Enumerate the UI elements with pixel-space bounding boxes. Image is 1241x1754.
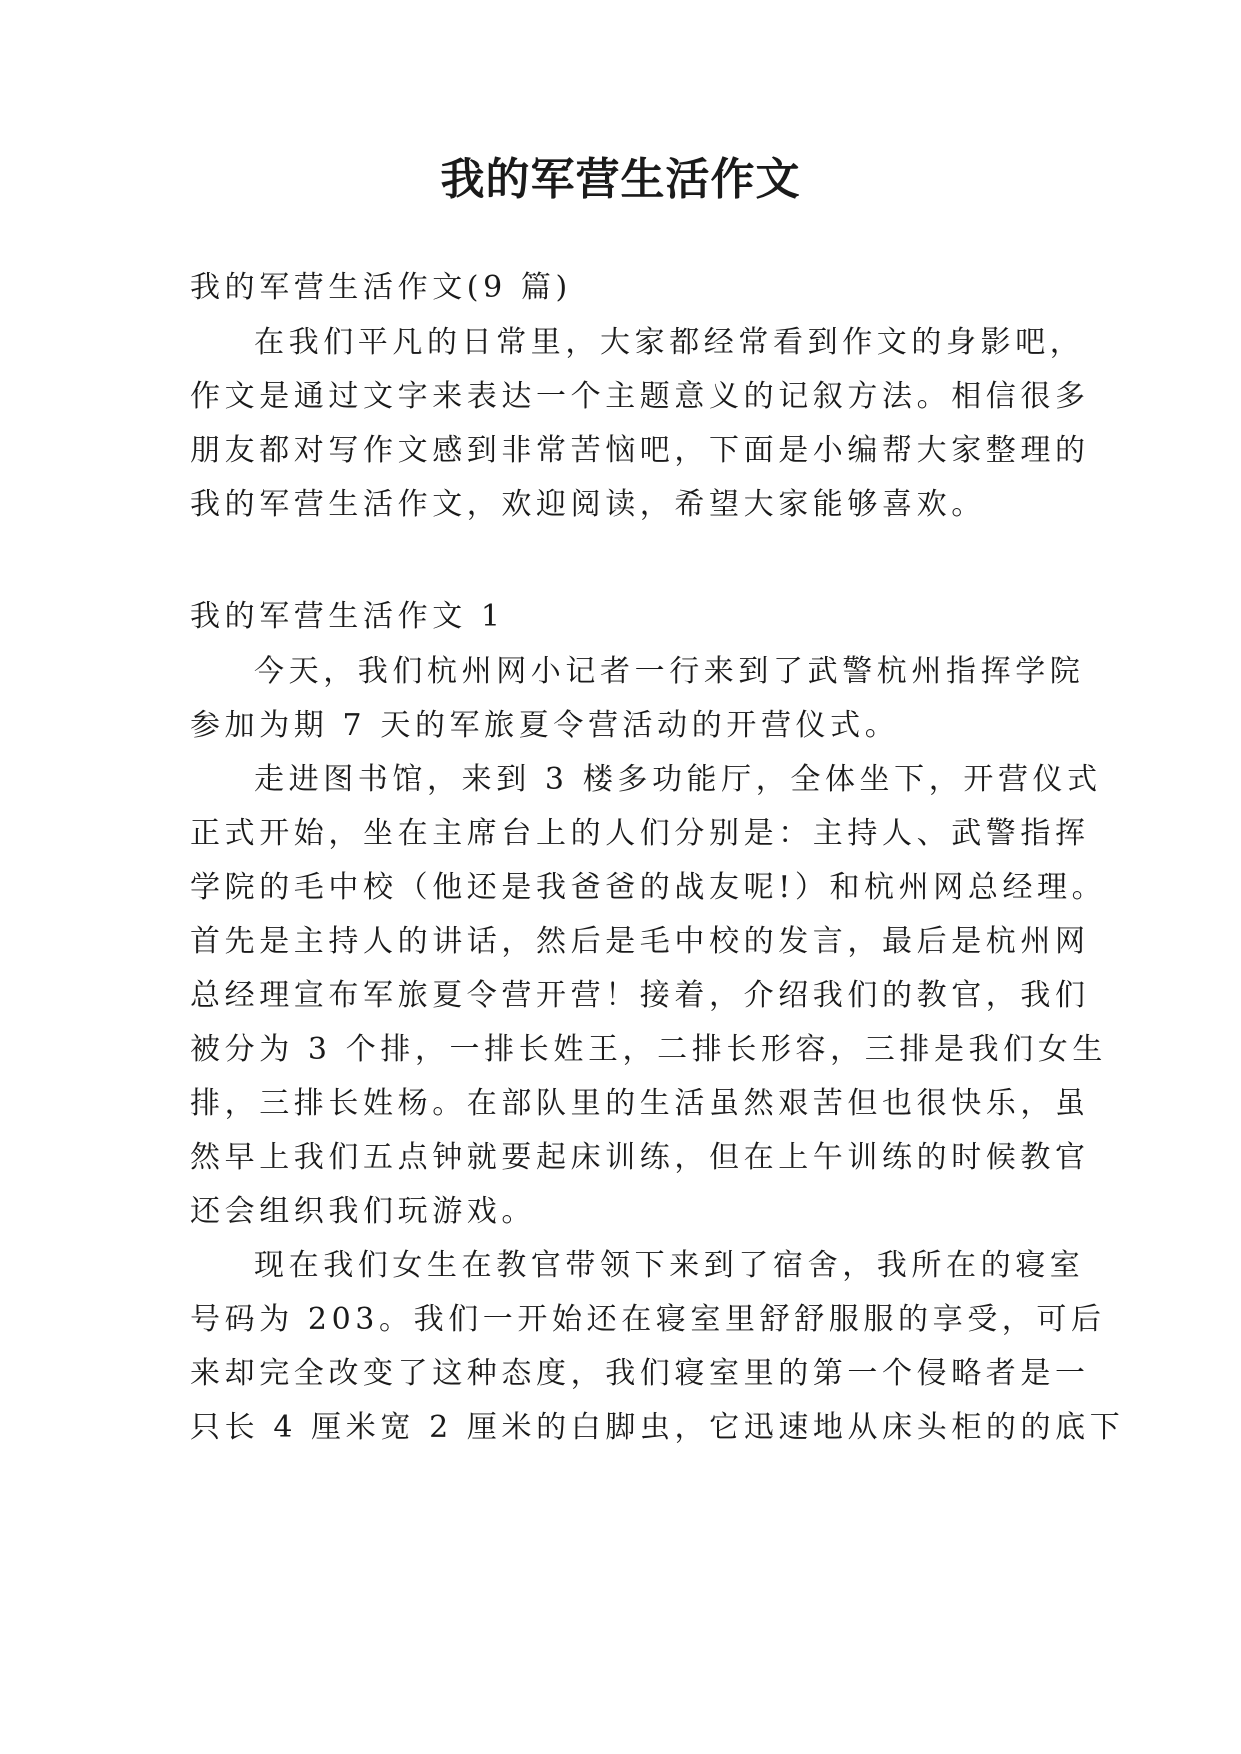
paragraph-line: 作文是通过文字来表达一个主题意义的记叙方法。相信很多 bbox=[190, 379, 1090, 414]
section-heading: 我的军营生活作文 1 bbox=[190, 599, 505, 634]
paragraph-line: 号码为 203。我们一开始还在寝室里舒舒服服的享受，可后 bbox=[190, 1302, 1106, 1337]
paragraph-line: 参加为期 7 天的军旅夏令营活动的开营仪式。 bbox=[190, 708, 900, 743]
paragraph-line: 还会组织我们玩游戏。 bbox=[190, 1194, 536, 1229]
paragraph-line: 被分为 3 个排，一排长姓王，二排长形容，三排是我们女生 bbox=[190, 1032, 1107, 1067]
paragraph-line: 现在我们女生在教官带领下来到了宿舍，我所在的寝室 bbox=[254, 1248, 1085, 1283]
page-title: 我的军营生活作文 bbox=[440, 154, 801, 205]
paragraph-line: 然早上我们五点钟就要起床训练，但在上午训练的时候教官 bbox=[190, 1140, 1090, 1175]
paragraph-line: 在我们平凡的日常里，大家都经常看到作文的身影吧， bbox=[254, 325, 1085, 360]
paragraph-line: 走进图书馆，来到 3 楼多功能厅，全体坐下，开营仪式 bbox=[254, 762, 1102, 797]
paragraph-line: 首先是主持人的讲话，然后是毛中校的发言，最后是杭州网 bbox=[190, 924, 1090, 959]
subtitle-line: 我的军营生活作文(9 篇) bbox=[190, 270, 572, 305]
paragraph-line: 只长 4 厘米宽 2 厘米的白脚虫，它迅速地从床头柜的的底下 bbox=[190, 1410, 1125, 1445]
paragraph-line: 学院的毛中校（他还是我爸爸的战友呢!）和杭州网总经理。 bbox=[190, 870, 1107, 905]
paragraph-line: 今天，我们杭州网小记者一行来到了武警杭州指挥学院 bbox=[254, 654, 1085, 689]
paragraph-line: 总经理宣布军旅夏令营开营！接着，介绍我们的教官，我们 bbox=[190, 978, 1090, 1013]
paragraph-line: 排，三排长姓杨。在部队里的生活虽然艰苦但也很快乐，虽 bbox=[190, 1086, 1090, 1121]
paragraph-line: 来却完全改变了这种态度，我们寝室里的第一个侵略者是一 bbox=[190, 1356, 1090, 1391]
paragraph-line: 朋友都对写作文感到非常苦恼吧，下面是小编帮大家整理的 bbox=[190, 433, 1090, 468]
paragraph-line: 我的军营生活作文，欢迎阅读，希望大家能够喜欢。 bbox=[190, 487, 986, 522]
paragraph-line: 正式开始，坐在主席台上的人们分别是：主持人、武警指挥 bbox=[190, 816, 1090, 851]
